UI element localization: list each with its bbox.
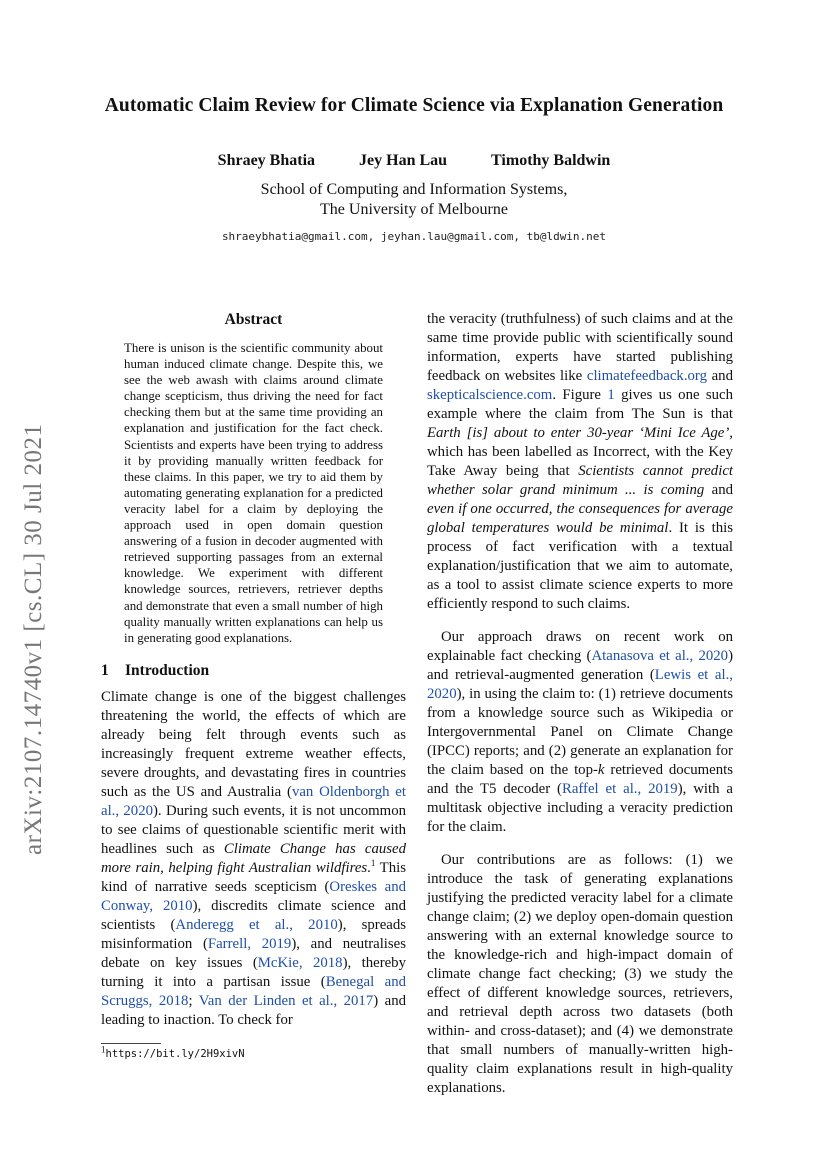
website-link[interactable]: climatefeedback.org (586, 368, 707, 384)
footnote-rule (101, 1043, 161, 1044)
author-emails: shraeybhatia@gmail.com, jeyhan.lau@gmail.com, tb@ldwin.net (221, 230, 607, 243)
abstract-text: There is unison is the scientific community about human induced climate change. Despite this, we see the web awash with claims around climate change scepticism, thus driving the need for fact checking them but at the same time providing an explanation and justification for the fact check. Scientists and experts have been trying to address it by providing manually written feedback for these claims. In this paper, we try to aid them by automating generating explanation for a predicted veracity label for a claim by deploying the approach used in open domain question answering of a fusion in decoder augmented with retrieved supporting passages from an external knowledge. We experiment with different knowledge sources, retrievers, retriever depths and demonstrate that even a small number of high quality manually written explanations can help us in generating good explanations. (124, 341, 383, 645)
author-name: Shraey Bhatia (217, 152, 316, 169)
author-name: Jey Han Lau (359, 152, 448, 169)
abstract-heading: Abstract (224, 311, 283, 328)
footnote-marker[interactable]: 1 (370, 857, 376, 868)
section-number: 1 (101, 661, 109, 679)
paper-title: Automatic Claim Review for Climate Science via Explanation Generation (104, 95, 724, 116)
citation-link[interactable]: Benegal and Scruggs, 2018 (101, 973, 407, 1009)
citation-link[interactable]: McKie, 2018 (257, 954, 343, 971)
affiliation (0, 180, 828, 220)
citation-link[interactable]: Van der Linden et al., 2017 (198, 992, 374, 1009)
section-title: Introduction (125, 661, 210, 679)
intro-paragraph: the veracity (truthfulness) of such claims and at the same time provide public with scientifically sound information, experts have started publishing feedback on websites like climatefeedback.org and skepticalscience.com. Figure 1 gives us one such example where the claim from The Sun is that Earth [is] about to enter 30-year ‘Mini Ice Age’, which has been labelled as Incorrect, with the Key Take Away being that Scientists cannot predict whether solar grand minimum ... is coming and even if one occurred, the consequences for average global temperatures would be minimal. It is this process of fact verification with a textual explanation/justification that we aim to automate, as a tool to assist climate science experts to more efficiently respond to such claims. (427, 311, 733, 612)
citation-link[interactable]: Lewis et al., 2020 (427, 667, 733, 702)
citation-link[interactable]: van Oldenborgh et al., 2020 (101, 783, 406, 819)
citation-link[interactable]: Atanasova et al., 2020 (591, 648, 729, 664)
footnote-url[interactable]: https://bit.ly/2H9xivN (105, 1048, 245, 1060)
left-column (101, 310, 406, 1030)
intro-paragraph: Our approach draws on recent work on explainable fact checking (Atanasova et al., 2020) and retrieval-augmented generation (Lewis et al., 2020), in using the claim to: (1) retrieve documents from a knowledge source such as Wikipedia or Intergovernmental Panel on Climate Change (IPCC) reports; and (2) generate an explanation for the claim based on the top-k retrieved documents and the T5 decoder (Raffel et al., 2019), with a multitask objective including a veracity prediction for the claim. (427, 629, 733, 835)
section-heading (101, 661, 406, 680)
citation-link[interactable]: Farrell, 2019 (207, 935, 292, 952)
author-name: Timothy Baldwin (491, 152, 611, 169)
intro-paragraph: Our contributions are as follows: (1) we introduce the task of generating explanations justifying the predicted veracity label for a climate change claim; (2) we deploy open-domain question answering with an external knowledge source to the knowledge-rich and high-impact domain of climate change fact checking; (3) we study the effect of different knowledge sources, retrievers, and retrieval depth across two datasets (both within- and cross-dataset); and (4) we demonstrate that small numbers of manually-written high-quality claim explanations result in high-quality explanations. (427, 852, 733, 1096)
footnote: $^1$https://bit.ly/2H9xivN (101, 1044, 245, 1060)
right-column (427, 310, 733, 1098)
arxiv-stamp: arXiv:2107.14740v1 [cs.CL] 30 Jul 2021 (20, 423, 47, 855)
author-list (0, 152, 828, 170)
intro-paragraph: Climate change is one of the biggest challenges threatening the world, the effects of which are already being felt through events such as increasingly frequent extreme weather effects, severe droughts, and devastating fires in countries such as the US and Australia (van Oldenborgh et al., 2020). During such events, it is not uncommon to see claims of questionable scientific merit with headlines such as Climate Change has caused more rain, helping fight Australian wildfires.$^1$ This kind of narrative seeds scepticism (Oreskes and Conway, 2010), discredits climate science and scientists (Anderegg et al., 2010), spreads misinformation (Farrell, 2019), and neutralises debate on key issues (McKie, 2018), thereby turning it into a partisan issue (Benegal and Scruggs, 2018; Van der Linden et al., 2017) and leading to inaction. To check for (101, 688, 407, 1028)
example-headline: Climate Change has caused more rain, helping fight Australian wildfires (101, 840, 406, 876)
website-link[interactable]: skepticalscience.com (427, 387, 553, 403)
affiliation-line: School of Computing and Information Systems, (260, 181, 568, 198)
citation-link[interactable]: Anderegg et al., 2010 (175, 916, 338, 933)
citation-link[interactable]: Oreskes and Conway, 2010 (101, 878, 406, 914)
affiliation-line: The University of Melbourne (320, 201, 508, 218)
figure-ref-link[interactable]: 1 (607, 387, 615, 403)
citation-link[interactable]: Raffel et al., 2019 (561, 781, 678, 797)
